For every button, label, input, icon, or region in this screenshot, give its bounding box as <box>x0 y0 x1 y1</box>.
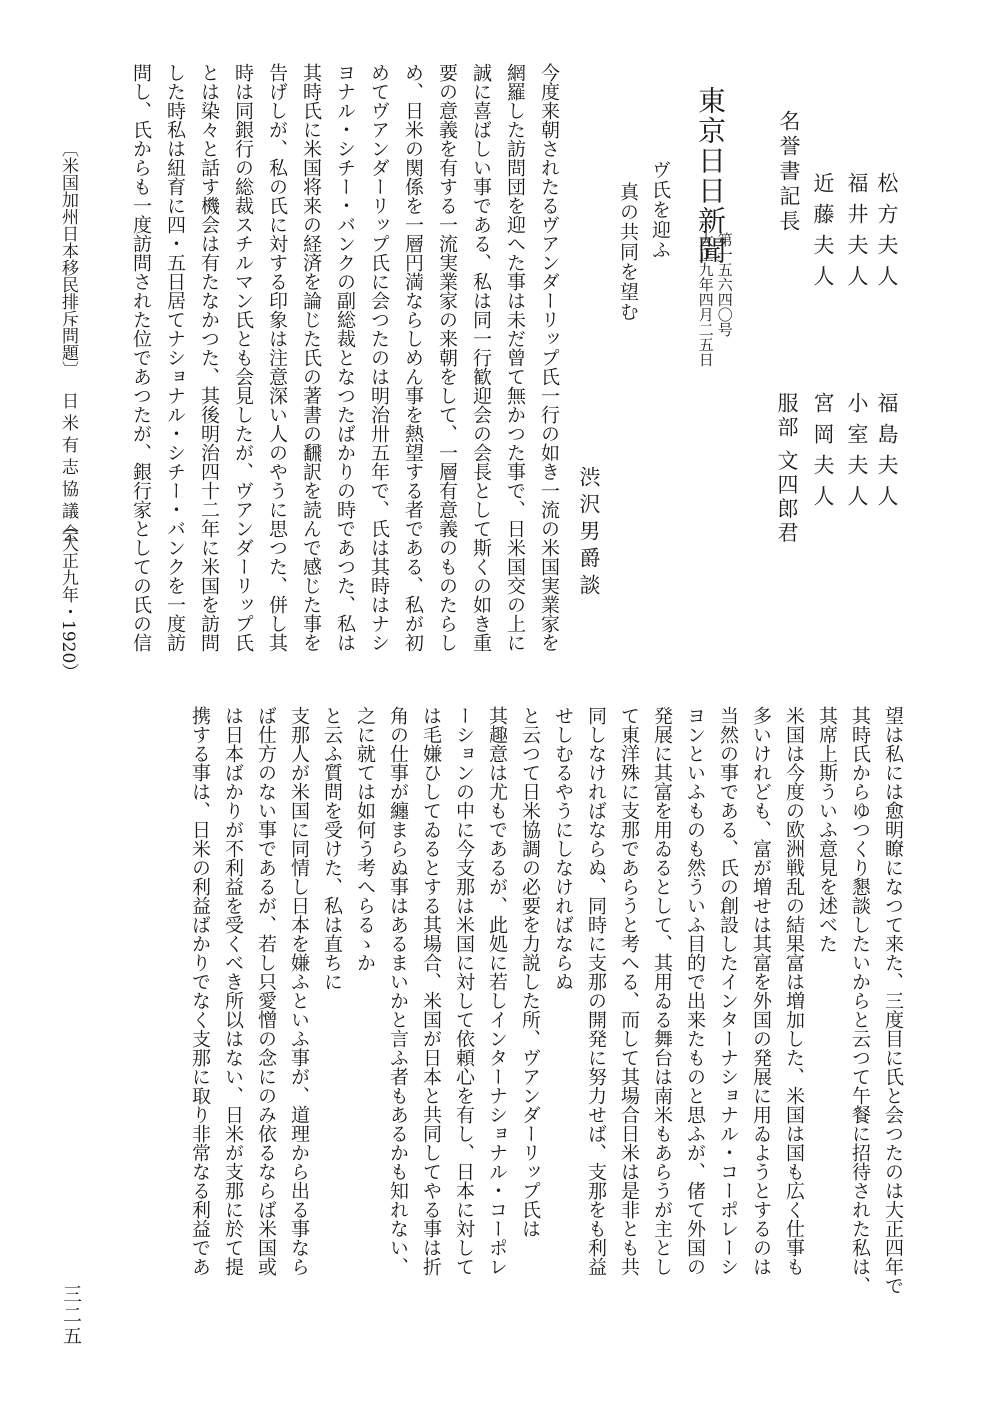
body-right-line: ーションの中に今支那は米国に対して依頼心を有し、日本に対して <box>453 706 475 1276</box>
body-left-line: とは染々と話す機会は有たなかつた、其後明治四十二年に米国を訪問 <box>198 63 220 652</box>
body-right-line: ば仕方のない事であるが、若し只愛憎の念にのみ依るならば米国或 <box>255 706 277 1276</box>
body-right-line: 其時氏からゆつくり懇談したいからと云つて午餐に招待された私は、 <box>849 706 871 1295</box>
headline-2: 真の共同を望む <box>617 182 639 322</box>
issue-date: 大正九年四月二五日 <box>696 232 715 367</box>
body-right-line: 当然の事である、氏の創設したインターナショナル・コーポレーシ <box>717 706 739 1276</box>
body-left-line: 告げしが、私の氏に対する印象は注意深い人のやうに思つた、併し其 <box>266 63 288 652</box>
body-right-line: 角の仕事が纏まらぬ事はあるまいかと言ふ者もあるかも知れない、 <box>387 706 409 1276</box>
body-left-line: 時は同銀行の総裁スチルマン氏とも会見したが、ヴアンダーリップ氏 <box>232 63 254 652</box>
body-right-line: と云つて日米協調の必要を力説した所、ヴアンダーリップ氏は <box>519 706 541 1238</box>
body-right-line: 米国は今度の欧洲戦乱の結果富は増加した、米国は国も広く仕事も <box>783 706 805 1276</box>
body-right-line: て東洋殊に支那であらうと考へる、而して其場合日米は是非とも共 <box>618 706 640 1276</box>
body-right-line: 多いけれども、富が増せは其富を外国の発展に用ゐようとするのは <box>750 706 772 1276</box>
body-right-line: 携する事は、日米の利益ばかりでなく支那に取り非常なる利益であ <box>189 706 211 1276</box>
name-row2-1: 福島夫人 <box>875 392 899 516</box>
body-right-line: 其趣意は尤もであるが、此処に若しインターナショナル・コーポレ <box>486 706 508 1276</box>
body-left-line: 網羅した訪問団を迎へた事は未だ曾て無かつた事で、日米国交の上に <box>504 63 526 652</box>
body-right-line: 支那人が米国に同情し日本を嫌ふといふ事が、道理から出る事なら <box>288 706 310 1276</box>
body-right-line: 其席上斯ういふ意見を述べた <box>816 706 838 953</box>
body-left-line: ヨナル・シチー・バンクの副総裁となつたばかりの時であつた、私は <box>334 63 356 652</box>
body-left-line: した時私は紐育に四・五日居てナショナル・シチー・バンクを一度訪 <box>164 63 186 652</box>
name-row1-1: 松方夫人 <box>875 172 899 296</box>
body-left-line: 問し、氏からも一度訪問された位であつたが、銀行家としての氏の信 <box>130 63 152 652</box>
body-right-line: は毛嫌ひしてゐるとする其場合、米国が日本と共同してやる事は折 <box>420 706 442 1276</box>
article-author: 渋沢男爵談 <box>577 466 601 601</box>
body-right-line: と云ふ質問を受けた、私は直ちに <box>321 706 343 991</box>
body-left-line: 要の意義を有する一流実業家の来朝をして、一層有意義のものたらし <box>436 63 458 652</box>
name-row1-2: 福井夫人 <box>845 172 869 296</box>
footer-chapter: 〔米国加州日本移民排斥問題〕 <box>58 140 78 378</box>
body-left-line: め、日米の関係を一層円満ならしめん事を熱望する者である、私が初 <box>402 63 424 652</box>
body-right-line: せしむるやうにしなければならぬ <box>552 706 574 991</box>
name-row2-2: 小室夫人 <box>845 392 869 516</box>
body-left-line: めてヴアンダーリップ氏に会つたのは明治卅五年で、氏は其時はナシ <box>368 63 390 652</box>
body-right-line: ヨンといふものも然ういふ目的で出来たものと思ふが、偖て外国の <box>684 706 706 1276</box>
body-right-line: は日本ばかりが不利益を受くべき所以はない、日米が支那に於て提 <box>222 706 244 1276</box>
name-row2-3: 宮岡夫人 <box>811 392 835 516</box>
body-right-line: 発展に其富を用ゐるとして、其用ゐる舞台は南米もあらうが主とし <box>651 706 673 1276</box>
footer-source: 日米有志協議会 <box>58 392 78 546</box>
footer-year: （大正九年・1920） <box>58 518 78 681</box>
headline-1: ヴ氏を迎ふ <box>649 160 671 260</box>
body-left-line: 今度来朝されたるヴアンダーリップ氏一行の如き一流の米国実業家を <box>538 63 560 652</box>
newspaper-title: 東京日日新聞 <box>694 86 727 266</box>
body-right-line: 之に就ては如何う考へらるゝか <box>354 706 376 972</box>
body-right-line: 望は私には愈明瞭になつて来た、三度目に氏と会つたのは大正四年で <box>882 706 904 1295</box>
page-number: 三二五 <box>60 1284 82 1347</box>
body-left-line: 誠に喜ばしい事である、私は同一行歓迎会の会長として斯くの如き重 <box>470 63 492 652</box>
name-row2-4: 服部 文四郎君 <box>775 392 799 546</box>
body-left-line: 其時氏に米国将来の経済を論じた氏の著書の飜訳を読んで感じた事を <box>300 63 322 652</box>
issue-number: 第一五六四〇号 <box>715 232 734 337</box>
role-label: 名誉書記長 <box>777 110 801 235</box>
name-row1-3: 近藤夫人 <box>811 172 835 296</box>
body-right-line: 同しなければならぬ、同時に支那の開発に努力せば、支那をも利益 <box>585 706 607 1276</box>
